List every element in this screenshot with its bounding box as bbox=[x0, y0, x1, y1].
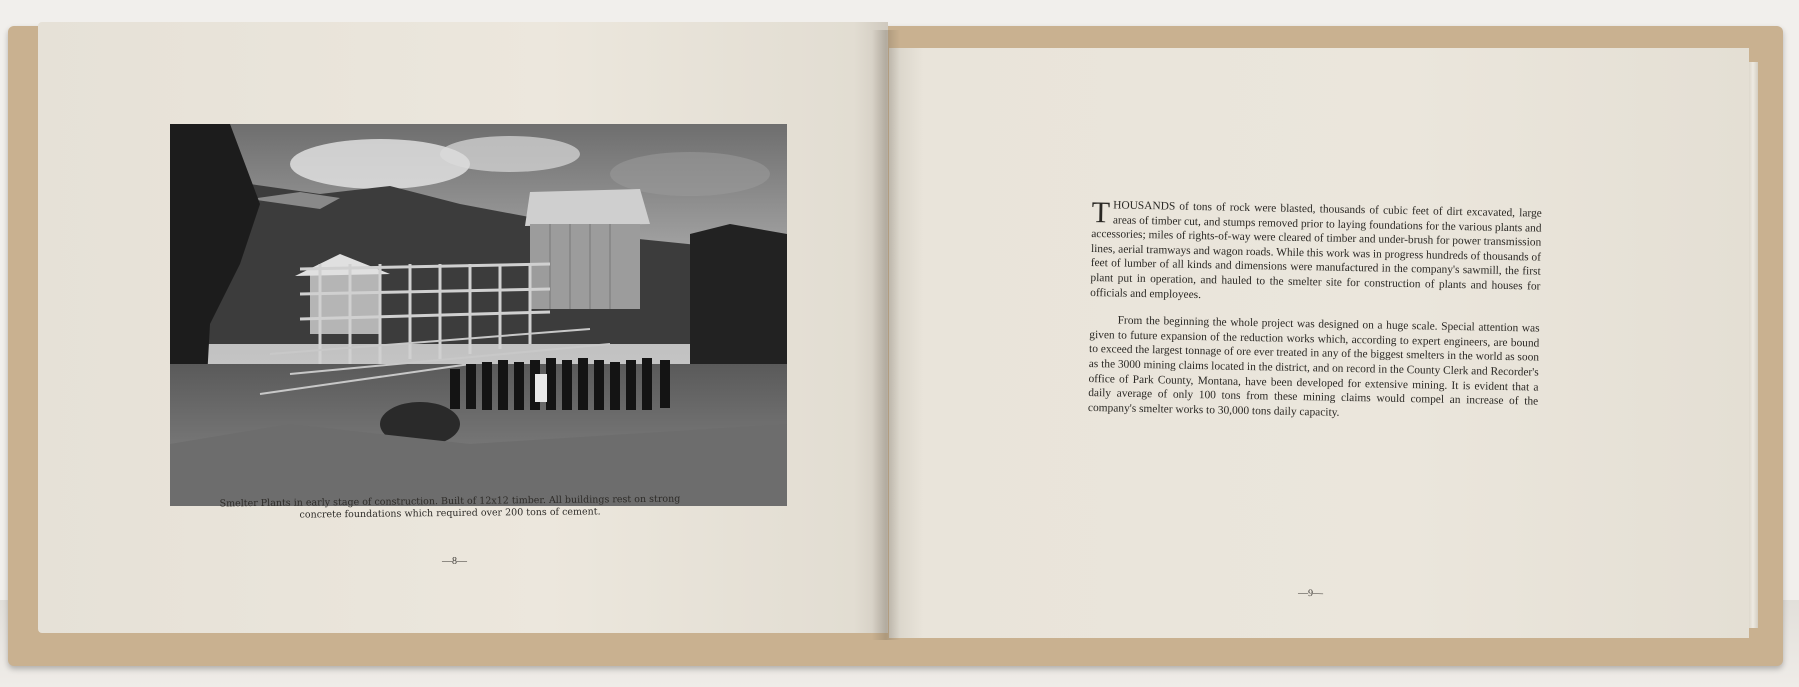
drop-cap: T bbox=[1091, 196, 1111, 230]
paragraph-2: From the beginning the whole project was designed on a huge scale. Special attention was given to future expansion of the reduction works which, according to expert engineers, are bound to exceed the largest tonnage of ore ever treated in any of the biggest smelters in the world as soon as the 3000 mining claims located in the district, and on record in the County Clerk and Recorder's office of Park County, Montana, have been developed for extensive mining. It is evident that a daily average of only 100 tons from these mining claims would compel an increase of the company's smelter works to 30,000 tons daily capacity. bbox=[1087, 314, 1540, 419]
right-page-text bbox=[1088, 198, 1542, 437]
left-page-number: —8— bbox=[442, 556, 467, 567]
paragraph-1 bbox=[1090, 198, 1542, 309]
book-gutter bbox=[872, 30, 900, 640]
photo-caption: Smelter Plants in early stage of construction. Built of 12x12 timber. All buildings rest on strong concrete foundations which required over 200 tons of cement. bbox=[219, 493, 681, 521]
right-page-number: —9— bbox=[1297, 587, 1324, 600]
paragraph-1-text: HOUSANDS of tons of rock were blasted, thousands of cubic feet of dirt excavated, large areas of timber cut, and stumps removed prior to laying foundations for the various plants and accessories; miles of rights-of-way were cleared of timber and under-brush for power transmission lines, aerial tramways and wagon roads. While this work was in progress hundreds of thousands of feet of lumber of all kinds and dimensions were manufactured in the company's sawmill, the first plant put in operation, and hauled to the smelter site for construction of plants and houses for officials and employees. bbox=[1090, 199, 1542, 301]
page-edges bbox=[1748, 62, 1758, 628]
smelter-construction-photo bbox=[170, 124, 787, 506]
